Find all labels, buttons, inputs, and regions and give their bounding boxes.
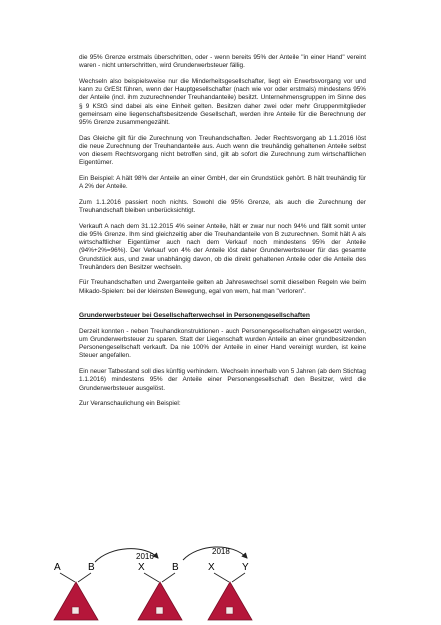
owner-label-x-2: X [208, 562, 215, 573]
owner-label-y: Y [242, 562, 249, 573]
paragraph-10: Zur Veranschaulichung ein Beispiel: [79, 400, 181, 408]
paragraph-9: Ein neuer Tatbestand soll dies künftig verhindern. Wechseln innerhalb von 5 Jahren (ab dem Stichtag 1.1.2016) mindestens 95% der Anteile einer Personengesellschaft den Besitzer, wird die Grunderwerbsteuer ausgelöst. [79, 368, 366, 392]
year-2018-label: 2018 [212, 547, 230, 556]
paragraph-3: Das Gleiche gilt für die Zurechnung von Treuhandschaften. Jeder Rechtsvorgang ab 1.1.2016 löst die neue Zurechnung der Treuhandanteile aus. Auch wenn die treuhändig gehaltenen Anteile selbst von diesem Rechtsvorgang nicht betroffen sind, gilt ab sofort die Zurechnung zum wirtschaftlichen Eigentümer. [79, 134, 366, 167]
paragraph-5: Zum 1.1.2016 passiert noch nichts. Sowohl die 95% Grenze, als auch die Zurechnung der Treuhandschaft bleiben unberücksichtigt. [79, 198, 366, 215]
section-heading: Grunderwerbsteuer bei Gesellschafterwechsel in Personengesellschaften [79, 311, 310, 319]
owner-label-b-1: B [88, 562, 95, 573]
paragraph-1: die 95% Grenze erstmals überschritten, oder - wenn bereits 95% der Anteile "in einer Hand" vereint waren - nicht unterschritten, wird Grunderwerbsteuer fällig. [79, 54, 366, 70]
company-triangle-3 [208, 573, 252, 620]
owner-label-b-2: B [172, 562, 179, 573]
paragraph-6: Verkauft A nach dem 31.12.2015 4% seiner Anteile, hält er zwar nur noch 94% und fällt somit unter die 95% Grenze. Ihm sind gleichzeitig aber die Treuhandanteile von B zuzurechnen. Somit hält A als wirtschaftlicher Eigentümer auch nach dem Verkauf noch mindestens 95% der Anteile (94%+2%=96%). Der Verkauf von 4% der Anteile löst daher Grunderwerbsteuer für das gesamte Grundstück aus, und zwar unabhängig davon, ob die direkt gehaltenen Anteile oder die Anteile des Treuhänders den Besitzer wechseln. [79, 222, 366, 271]
company-triangle-2 [138, 573, 182, 620]
owner-label-a: A [54, 562, 61, 573]
company-triangle-1 [54, 573, 98, 620]
paragraph-7: Für Treuhandschaften und Zwerganteile gelten ab Jahreswechsel somit dieselben Regeln wie beim Mikado-Spielen: bei der kleinsten Bewegung, egal von wem, hat man "verloren". [79, 279, 366, 295]
document-body [79, 54, 366, 416]
year-2016-label: 2016 [136, 552, 154, 561]
ownership-diagram [40, 540, 280, 622]
paragraph-4: Ein Beispiel: A hält 98% der Anteile an einer GmbH, der ein Grundstück gehört. B hält treuhändig für A 2% der Anteile. [79, 174, 366, 191]
owner-label-x-1: X [138, 562, 145, 573]
paragraph-2: Wechseln also beispielsweise nur die Minderheitsgesellschafter, liegt ein Erwerbsvorgang vor und kann zu GrESt führen, wenn der Hauptgesellschafter (nach wie vor oder erstmals) mindestens 95% der Anteile (incl. ihm zuzurechnender Treuhandanteile) besitzt. Unternehmensgruppen im Sinne des § 9 KStG sind dabei als eine Einheit gelten. Besitzen daher zwei oder mehr Gruppenmitglieder gemeinsam eine liegenschaftsbesitzende Gesellschaft, werden ihre Anteile für die Berechnung der 95% Grenze zusammengezählt. [79, 77, 366, 126]
paragraph-8: Derzeit konnten - neben Treuhandkonstruktionen - auch Personengesellschaften eingesetzt werden, um Grunderwerbsteuer zu sparen. Statt der Liegenschaft wurden Anteile an einer grundbesitzenden Personengesellschaft verkauft. Da nie 100% der Anteile in einer Hand vereinigt wurden, ist keine Steuer angefallen. [79, 327, 366, 360]
